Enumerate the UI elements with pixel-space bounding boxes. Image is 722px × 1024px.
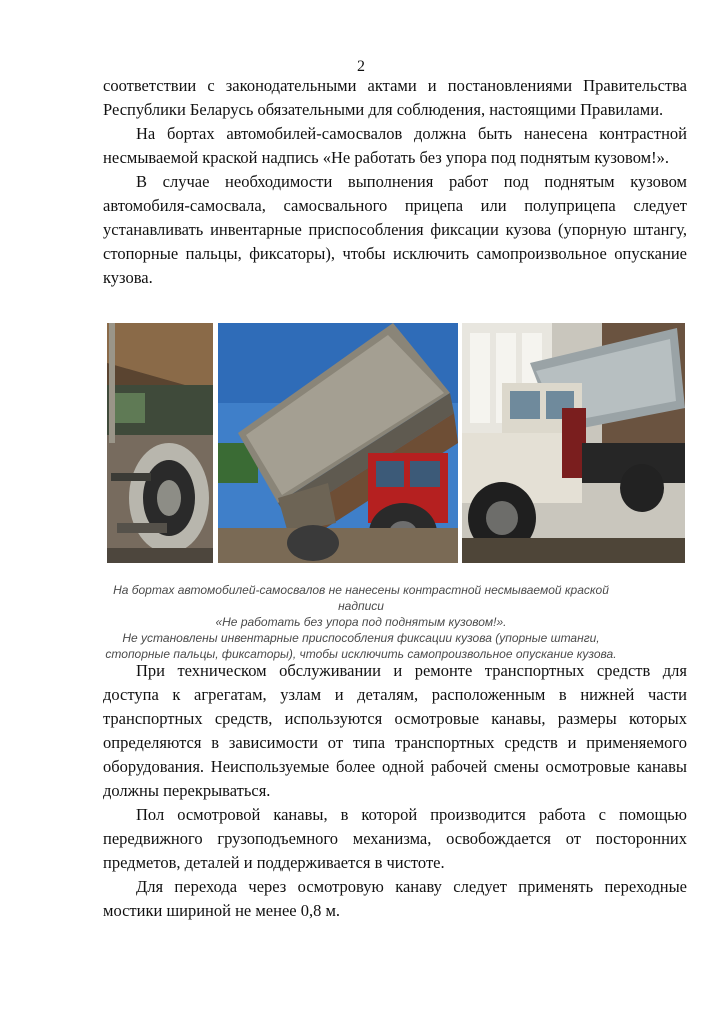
caption-line: Не установлены инвентарные приспособления фиксации кузова (упорные штанги, xyxy=(122,631,600,645)
photo-truck-underbody xyxy=(107,323,213,563)
caption-line: стопорные пальцы, фиксаторы), чтобы исключить самопроизвольное опускание кузова. xyxy=(105,647,617,661)
photo-raised-dump-body-outdoors xyxy=(218,323,458,563)
photo-caption xyxy=(90,582,632,662)
paragraph-pit-floor: Пол осмотровой канавы, в которой производится работа с помощью передвижного грузоподъемного механизма, освобождается от посторонних предметов, деталей и поддерживается в чистоте. xyxy=(103,805,687,872)
caption-line: На бортах автомобилей-самосвалов не нанесены контрастной несмываемой краской надписи xyxy=(113,583,609,613)
top-text-block xyxy=(103,74,687,290)
photo-row xyxy=(107,323,685,563)
paragraph-inscription-requirement: На бортах автомобилей-самосвалов должна быть нанесена контрастной несмываемой краской надпись «Не работать без упора под поднятым кузовом!». xyxy=(103,124,687,167)
bottom-text-block xyxy=(103,659,687,923)
paragraph-inspection-pits: При техническом обслуживании и ремонте транспортных средств для доступа к агрегатам, узлам и деталям, расположенным в нижней части транспортных средств, используются осмотровые канавы, размеры которых определяются в зависимости от типа транспортных средств и применяемого оборудования. Неиспользуемые более одной рабочей смены осмотровые канавы должны перекрываться. xyxy=(103,661,687,800)
photo-dump-truck-indoors xyxy=(462,323,685,563)
paragraph-body-fixation: В случае необходимости выполнения работ под поднятым кузовом автомобиля-самосвала, самосвального прицепа или полуприцепа следует устанавливать инвентарные приспособления фиксации кузова (упорную штангу, стопорные пальцы, фиксаторы), чтобы исключить самопроизвольное опускание кузова. xyxy=(103,172,687,287)
paragraph-continuation: соответствии с законодательными актами и постановлениями Правительства Республики Беларусь обязательными для соблюдения, настоящими Правилами. xyxy=(103,76,687,119)
caption-line: «Не работать без упора под поднятым кузовом!». xyxy=(215,615,507,629)
page-number: 2 xyxy=(357,58,365,75)
paragraph-crossing-bridges: Для перехода через осмотровую канаву следует применять переходные мостики шириной не менее 0,8 м. xyxy=(103,877,687,920)
